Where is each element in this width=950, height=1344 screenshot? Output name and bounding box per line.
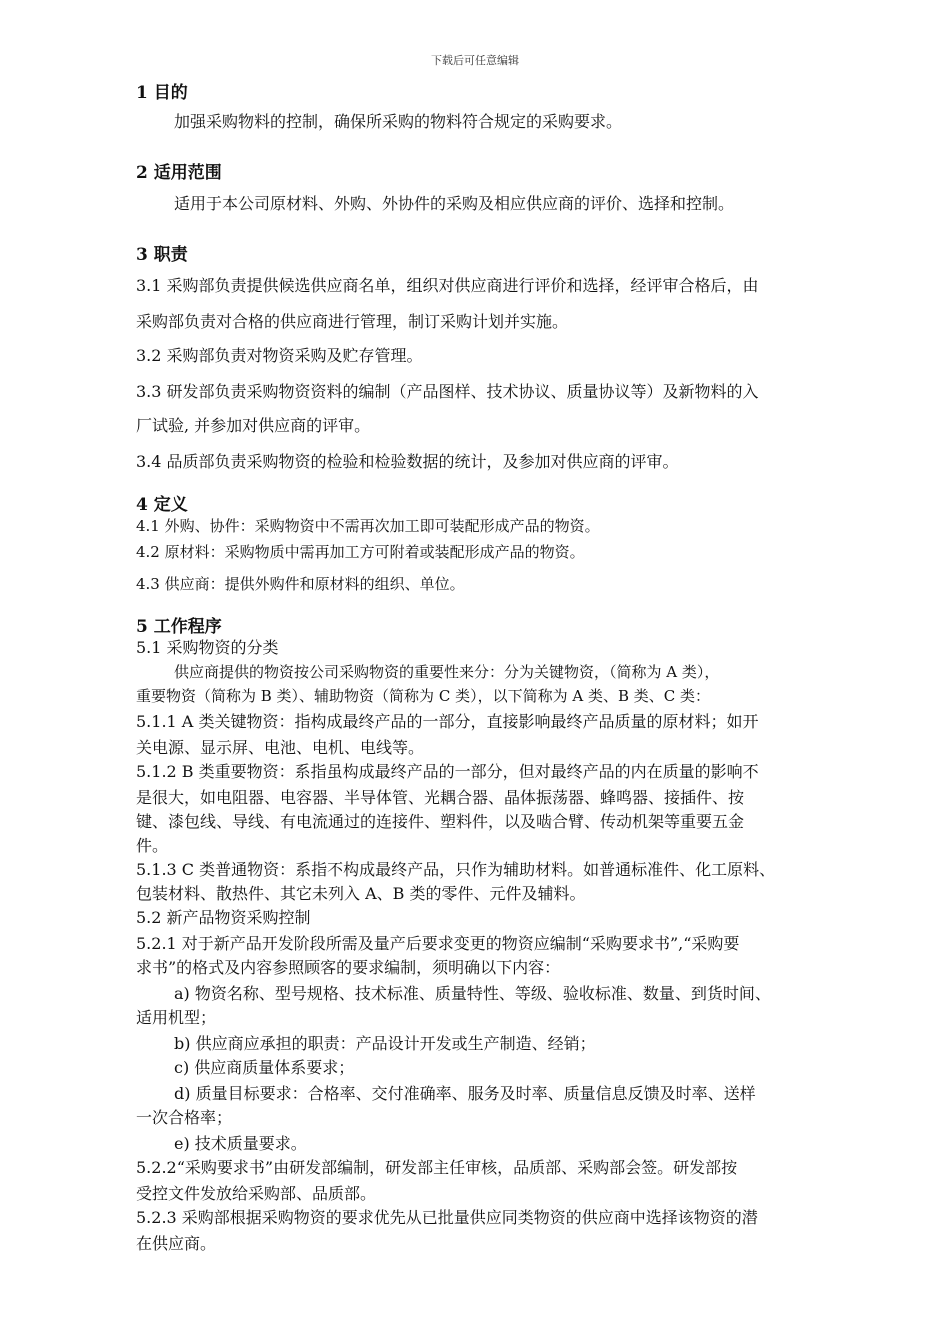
section-5-line-8: 键、漆包线、导线、有电流通过的连接件、塑料件，以及啮合臂、传动机架等重要五金 [136, 812, 745, 831]
section-3-line-1: 3.1 采购部负责提供候选供应商名单，组织对供应商进行评价和选择，经评审合格后，由 [136, 276, 759, 295]
section-3-line-3: 3.2 采购部负责对物资采购及贮存管理。 [136, 346, 423, 365]
section-5-line-2: 供应商提供的物资按公司采购物资的重要性来分：分为关键物资，（简称为 A 类）， [174, 663, 720, 681]
section-5-line-1: 5.1 采购物资的分类 [136, 638, 279, 657]
section-1-text: 加强采购物料的控制，确保所采购的物料符合规定的采购要求。 [174, 112, 623, 131]
section-2-text: 适用于本公司原材料、外购、外协件的采购及相应供应商的评价、选择和控制。 [174, 194, 735, 213]
section-4-line-3: 4.3 供应商：提供外购件和原材料的组织、单位。 [136, 575, 465, 593]
section-5-title: 5 工作程序 [136, 617, 222, 637]
section-5-line-4: 5.1.1 A 类关键物资：指构成最终产品的一部分，直接影响最终产品质量的原材料；如开 [136, 712, 759, 731]
section-5-line-19: d) 质量目标要求：合格率、交付准确率、服务及时率、质量信息反馈及时率、送样 [174, 1084, 756, 1103]
section-5-line-7: 是很大，如电阻器、电容器、半导体管、光耦合器、晶体振荡器、蜂鸣器、接插件、按 [136, 788, 745, 807]
section-5-line-6: 5.1.2 B 类重要物资：系指虽构成最终产品的一部分，但对最终产品的内在质量的影响不 [136, 762, 759, 781]
section-5-line-5: 关电源、显示屏、电池、电机、电线等。 [136, 738, 425, 757]
page-header: 下载后可任意编辑 [431, 54, 519, 67]
section-5-line-3: 重要物资（简称为 B 类）、辅助物资（简称为 C 类），以下简称为 A 类、B 类、C 类： [136, 687, 710, 705]
section-5-line-25: 在供应商。 [136, 1234, 217, 1253]
section-5-line-11: 包装材料、散热件、其它未列入 A、B 类的零件、元件及辅料。 [136, 884, 586, 903]
section-5-line-14: 求书”的格式及内容参照顾客的要求编制，须明确以下内容： [136, 958, 561, 977]
section-5-line-9: 件。 [136, 836, 169, 855]
section-5-line-21: e) 技术质量要求。 [174, 1134, 307, 1153]
section-3-title: 3 职责 [136, 245, 188, 265]
section-3-line-2: 采购部负责对合格的供应商进行管理，制订采购计划并实施。 [136, 312, 569, 331]
section-5-line-16: 适用机型； [136, 1008, 217, 1027]
section-5-line-24: 5.2.3 采购部根据采购物资的要求优先从已批量供应同类物资的供应商中选择该物资的潜 [136, 1208, 758, 1227]
section-4-title: 4 定义 [136, 495, 188, 515]
section-1-title: 1 目的 [136, 83, 188, 103]
section-4-line-2: 4.2 原材料：采购物质中需再加工方可附着或装配形成产品的物资。 [136, 543, 585, 561]
section-4-line-1: 4.1 外购、协件：采购物资中不需再次加工即可装配形成产品的物资。 [136, 517, 600, 535]
section-5-line-17: b) 供应商应承担的职责：产品设计开发或生产制造、经销； [174, 1034, 596, 1053]
section-5-line-18: c) 供应商质量体系要求； [174, 1058, 355, 1077]
section-5-line-23: 受控文件发放给采购部、品质部。 [136, 1184, 377, 1203]
section-5-line-13: 5.2.1 对于新产品开发阶段所需及量产后要求变更的物资应编制“采购要求书”,“采购要 [136, 934, 740, 953]
section-2-title: 2 适用范围 [136, 163, 222, 183]
section-5-line-10: 5.1.3 C 类普通物资：系指不构成最终产品，只作为辅助材料。如普通标准件、化工原料、 [136, 860, 776, 879]
section-5-line-20: 一次合格率； [136, 1108, 233, 1127]
section-5-line-22: 5.2.2“采购要求书”由研发部编制，研发部主任审核，品质部、采购部会签。研发部按 [136, 1158, 738, 1177]
section-5-line-12: 5.2 新产品物资采购控制 [136, 908, 311, 927]
section-3-line-4: 3.3 研发部负责采购物资资料的编制（产品图样、技术协议、质量协议等）及新物料的入 [136, 382, 759, 401]
section-5-line-15: a) 物资名称、型号规格、技术标准、质量特性、等级、验收标准、数量、到货时间、 [174, 984, 771, 1003]
section-3-line-5: 厂试验, 并参加对供应商的评审。 [136, 416, 371, 435]
section-3-line-6: 3.4 品质部负责采购物资的检验和检验数据的统计，及参加对供应商的评审。 [136, 452, 679, 471]
